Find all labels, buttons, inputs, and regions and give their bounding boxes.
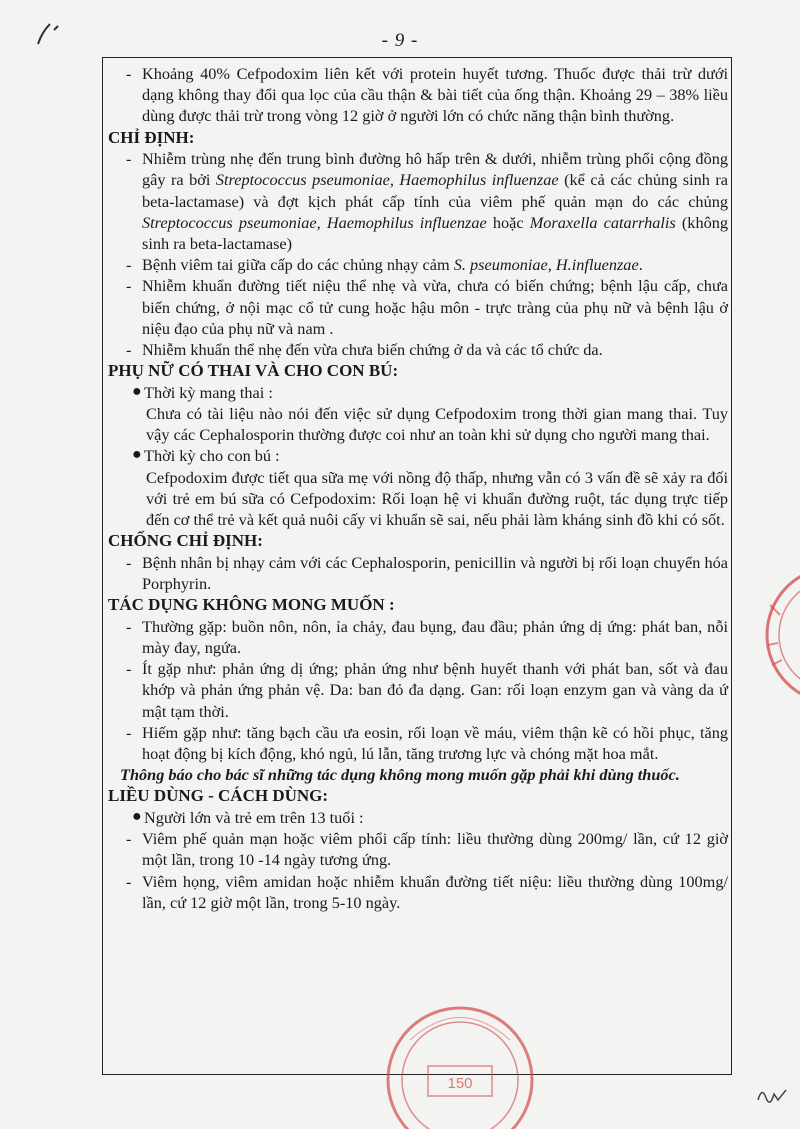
- company-stamp: [380, 1000, 540, 1129]
- lactation-text: Cefpodoxim được tiết qua sữa mẹ với nồng độ thấp, nhưng vẫn có 3 vấn đề sẽ xảy ra đối với trẻ em bú sữa có Cefpodoxim: Rối loạn hệ vi khuẩn đường ruột, tác dụng trực tiếp đến cơ thể trẻ và kết quả nuôi cấy vi khuẩn sẽ sai, nếu phải làm kháng sinh đồ khi có sốt.: [146, 467, 728, 530]
- signature-mark: [752, 1080, 792, 1110]
- bullet-icon: ●: [132, 382, 142, 400]
- pregnancy-text: Chưa có tài liệu nào nói đến việc sử dụng Cefpodoxim trong thời gian mang thai. Tuy vậy các Cephalosporin thường được coi như an toàn khi sử dụng cho người mang thai.: [146, 404, 728, 445]
- pregnancy-subheading: ● Thời kỳ mang thai :: [132, 382, 273, 402]
- indication-item: - Nhiễm khuẩn thể nhẹ đến vừa chưa biến chứng ở da và các tổ chức da.: [126, 340, 603, 360]
- dosage-item: - Viêm họng, viêm amidan hoặc nhiễm khuẩn đường tiết niệu: liều thường dùng 100mg/ lần, cứ 12 giờ một lần, trong 5-10 ngày.: [126, 871, 728, 912]
- pregnancy-heading: PHỤ NỮ CÓ THAI VÀ CHO CON BÚ:: [108, 361, 399, 381]
- page-number: - 9 -: [381, 30, 419, 51]
- contraindication-item: - Bệnh nhân bị nhạy cảm với các Cephalosporin, penicillin và người bị rối loạn chuyển hóa Porphyrin.: [126, 552, 728, 594]
- indication-item: - Nhiễm khuẩn đường tiết niệu thể nhẹ và vừa, chưa có biến chứng; bệnh lậu cấp, chưa biến chứng, ở nội mạc cổ tử cung hoặc hậu môn - trực tràng của phụ nữ và bệnh lậu ở niệu đạo của phụ nữ và nam .: [126, 276, 728, 338]
- handwritten-mark: [30, 18, 70, 48]
- adverse-effect-item: - Hiếm gặp như: tăng bạch cầu ưa eosin, rối loạn về máu, viêm thận kẽ có hồi phục, tăng hoạt động bị kích động, khó ngủ, lú lẫn, tăng trương lực và chóng mặt hoa mắt.: [126, 722, 728, 764]
- adverse-effects-heading: TÁC DỤNG KHÔNG MONG MUỐN :: [108, 595, 395, 615]
- bullet-icon: ●: [132, 808, 142, 826]
- document-body: [108, 63, 728, 913]
- adverse-effect-item: - Ít gặp như: phản ứng dị ứng; phản ứng như bệnh huyết thanh với phát ban, sốt và đau khớp và phản ứng phản vệ. Da: ban đỏ đa dạng. Gan: rối loạn enzym gan và vàng da ứ mật tạm thời.: [126, 659, 728, 721]
- adverse-effects-note: Thông báo cho bác sĩ những tác dụng không mong muốn gặp phải khi dùng thuốc.: [120, 765, 680, 785]
- contraindications-heading: CHỐNG CHỈ ĐỊNH:: [108, 531, 263, 551]
- bullet-icon: ●: [132, 446, 142, 464]
- dosage-item: - Viêm phế quản mạn hoặc viêm phổi cấp tính: liều thường dùng 200mg/ lần, cứ 12 giờ một lần, trong 10 -14 ngày tương ứng.: [126, 829, 728, 870]
- indications-heading: CHỈ ĐỊNH:: [108, 127, 195, 147]
- indication-item: - Nhiễm trùng nhẹ đến trung bình đường hô hấp trên & dưới, nhiễm trùng phổi cộng đồng gây ra bởi Streptococcus pseumoniae, Haemophilus influenzae (kể cả các chủng sinh ra beta-lactamase) và đợt kịch phát cấp tính của viêm phế quản mạn do các chủng Streptococcus pseumoniae, Haemophilus influenzae hoặc Moraxella catarrhalis (không sinh ra beta-lactamase): [126, 149, 729, 254]
- stamp-edge: [760, 565, 800, 705]
- indication-item: - Bệnh viêm tai giữa cấp do các chủng nhạy cảm S. pseumoniae, H.influenzae.: [126, 255, 643, 275]
- dosage-subheading: ● Người lớn và trẻ em trên 13 tuổi :: [132, 808, 364, 828]
- adverse-effect-item: - Thường gặp: buồn nôn, nôn, ỉa chảy, đau bụng, đau đầu; phản ứng dị ứng: phát ban, nỗi mày đay, ngứa.: [126, 616, 728, 658]
- svg-text:150: 150: [447, 1075, 473, 1092]
- dosage-heading: LIỀU DÙNG - CÁCH DÙNG:: [108, 786, 329, 806]
- pharmacokinetics-item: - Khoảng 40% Cefpodoxim liên kết với protein huyết tương. Thuốc được thải trừ dưới dạng không thay đổi qua lọc của cầu thận & bài tiết của ống thận. Khoảng 29 – 38% liều dùng được thải trừ trong vòng 12 giờ ở người lớn có chức năng thận bình thường.: [126, 64, 728, 126]
- lactation-subheading: ● Thời kỳ cho con bú :: [132, 446, 280, 466]
